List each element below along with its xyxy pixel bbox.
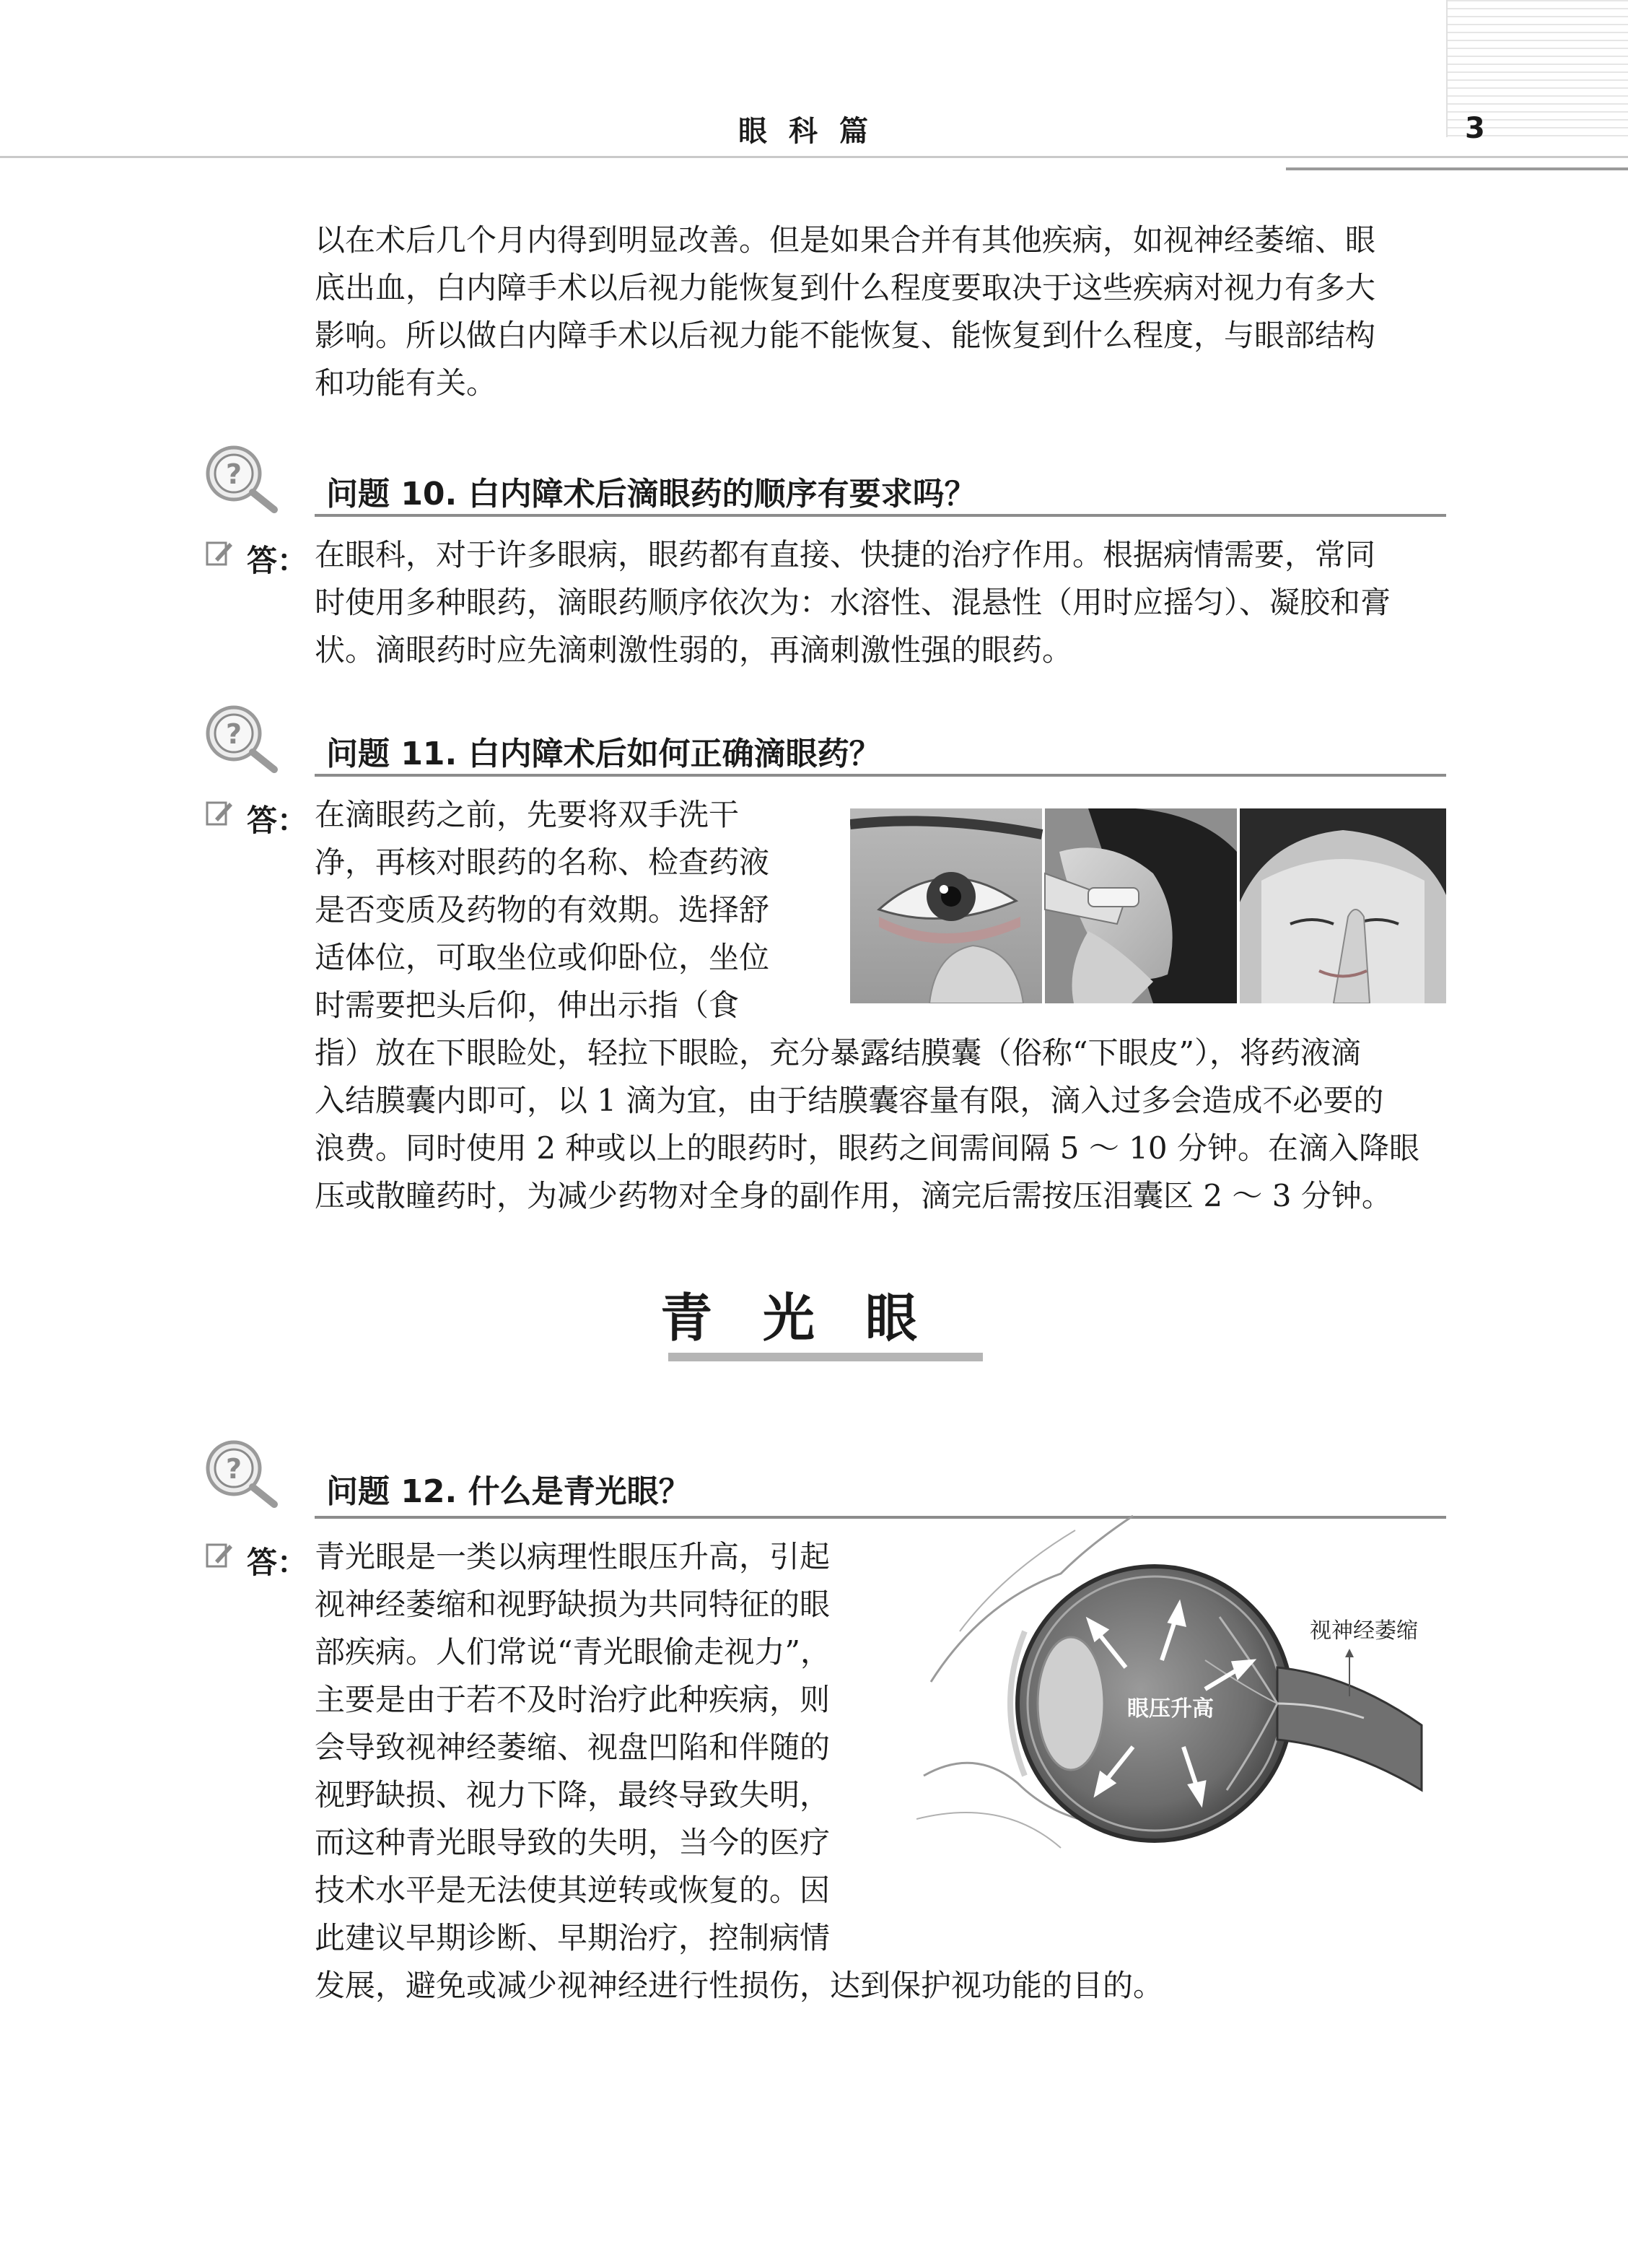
paragraph-line: 视野缺损、视力下降，最终导致失明， (315, 1777, 831, 1813)
paragraph-line: 在眼科，对于许多眼病，眼药都有直接、快捷的治疗作用。根据病情需要，常同 (315, 537, 1376, 572)
paragraph-line: 在滴眼药之前，先要将双手洗干 (315, 797, 740, 832)
paragraph-line: 发展，避免或减少视神经进行性损伤，达到保护视功能的目的。 (315, 1968, 1164, 2003)
photo-pressing-lacrimal-sac (1240, 808, 1446, 1003)
glaucoma-eye-diagram (916, 1487, 1465, 1862)
question-11-title: 问题 11. 白内障术后如何正确滴眼药？ (326, 736, 881, 772)
answer-12-paragraph-long (315, 1962, 1163, 2010)
paragraph-line: 以在术后几个月内得到明显改善。但是如果合并有其他疾病，如视神经萎缩、眼 (315, 222, 1376, 258)
paragraph-line: 状。滴眼药时应先滴刺激性弱的，再滴刺激性强的眼药。 (315, 632, 1073, 668)
intro-paragraph (315, 217, 1375, 407)
paragraph-line: 底出血，白内障手术以后视力能恢复到什么程度要取决于这些疾病对视力有多大 (315, 270, 1376, 305)
question-divider (315, 774, 1446, 777)
paragraph-line: 浪费。同时使用 2 种或以上的眼药时，眼药之间需间隔 5 ～ 10 分钟。在滴入降眼 (315, 1130, 1419, 1166)
paragraph-line: 和功能有关。 (315, 365, 497, 401)
diagram-side-label: 视神经萎缩 (1310, 1618, 1418, 1644)
answer-label: 答： (247, 543, 308, 578)
svg-text:?: ? (225, 1453, 242, 1485)
paragraph-line: 适体位，可取坐位或仰卧位，坐位 (315, 940, 770, 975)
paragraph-line: 主要是由于若不及时治疗此种疾病，则 (315, 1682, 831, 1717)
answer-label: 答： (247, 803, 308, 838)
paragraph-line: 会导致视神经萎缩、视盘凹陷和伴随的 (315, 1730, 831, 1765)
paragraph-line: 而这种青光眼导致的失明，当今的医疗 (315, 1825, 831, 1860)
paragraph-line: 是否变质及药物的有效期。选择舒 (315, 892, 770, 928)
answer-label: 答： (247, 1545, 308, 1580)
question-magnifier-icon (199, 702, 286, 774)
eye-drop-photo-strip (850, 808, 1446, 1003)
paragraph-line: 技术水平是无法使其逆转或恢复的。因 (315, 1872, 831, 1908)
question-10-title: 问题 10. 白内障术后滴眼药的顺序有要求吗？ (326, 476, 976, 513)
answer-12-paragraph-short (315, 1533, 831, 1962)
question-divider (315, 514, 1446, 517)
paragraph-line: 视神经萎缩和视野缺损为共同特征的眼 (315, 1587, 831, 1622)
svg-text:?: ? (225, 718, 242, 750)
page-number: 3 (1465, 112, 1485, 145)
answer-10-paragraph (315, 531, 1391, 674)
question-magnifier-icon (199, 1436, 286, 1509)
paragraph-line: 时需要把头后仰，伸出示指（食 (315, 987, 740, 1023)
paragraph-line: 部疾病。人们常说“青光眼偷走视力”， (315, 1634, 831, 1670)
paragraph-line: 指）放在下眼睑处，轻拉下眼睑，充分暴露结膜囊（俗称“下眼皮”），将药液滴 (315, 1035, 1361, 1070)
paragraph-line: 影响。所以做白内障手术以后视力能不能恢复、能恢复到什么程度，与眼部结构 (315, 318, 1376, 353)
paragraph-line: 此建议早期诊断、早期治疗，控制病情 (315, 1920, 831, 1955)
eyeball-illustration (916, 1487, 1465, 1862)
paragraph-line: 青光眼是一类以病理性眼压升高，引起 (315, 1539, 831, 1574)
answer-pencil-icon (205, 538, 234, 567)
answer-11-paragraph-short (315, 791, 769, 1029)
section-title: 青光眼 (660, 1288, 968, 1348)
paragraph-line: 净，再核对眼药的名称、检查药液 (315, 845, 770, 880)
question-12-title: 问题 12. 什么是青光眼？ (326, 1473, 691, 1510)
photo-eye-closeup (850, 808, 1042, 1003)
photo-applying-drops (1045, 808, 1237, 1003)
running-header-title: 眼科篇 (738, 115, 890, 148)
answer-11-paragraph-long (315, 1029, 1419, 1220)
svg-text:?: ? (225, 458, 242, 490)
section-title-underline (668, 1353, 983, 1361)
paragraph-line: 时使用多种眼药，滴眼药顺序依次为：水溶性、混悬性（用时应摇匀）、凝胶和膏 (315, 585, 1391, 620)
header-divider-accent (1286, 167, 1628, 170)
header-divider (0, 156, 1628, 158)
question-magnifier-icon (199, 442, 286, 514)
answer-pencil-icon (205, 1540, 234, 1569)
diagram-center-label: 眼压升高 (1127, 1696, 1214, 1722)
paragraph-line: 入结膜囊内即可，以 1 滴为宜，由于结膜囊容量有限，滴入过多会造成不必要的 (315, 1083, 1384, 1118)
paragraph-line: 压或散瞳药时，为减少药物对全身的副作用，滴完后需按压泪囊区 2 ～ 3 分钟。 (315, 1178, 1392, 1213)
answer-pencil-icon (205, 798, 234, 827)
